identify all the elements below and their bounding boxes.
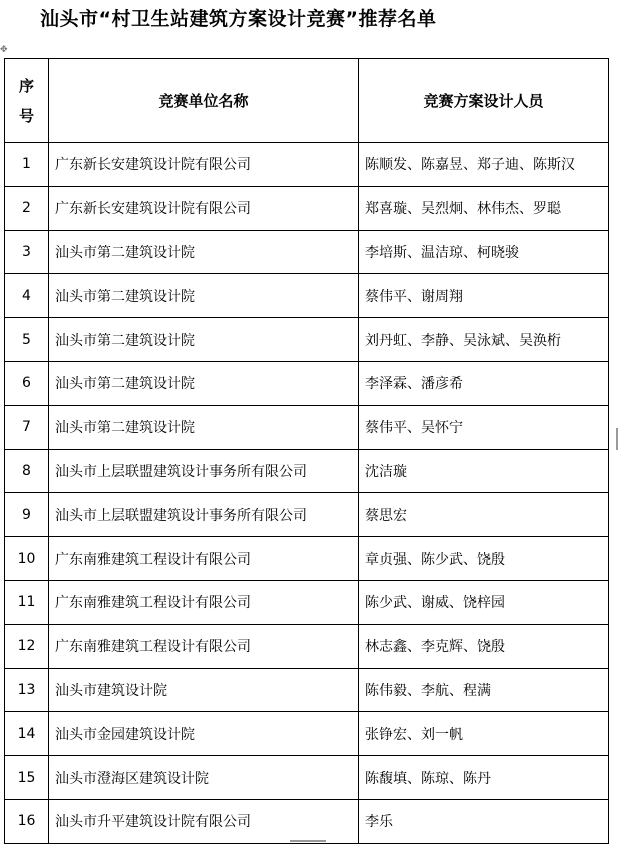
row-people: 章贞强、陈少武、饶殷 (359, 537, 609, 581)
row-unit: 汕头市第二建筑设计院 (49, 405, 359, 449)
row-number: 13 (5, 668, 49, 712)
row-number: 16 (5, 799, 49, 843)
row-unit: 广东南雅建筑工程设计有限公司 (49, 580, 359, 624)
row-number: 5 (5, 318, 49, 362)
recommendation-table (4, 58, 609, 844)
row-number: 3 (5, 230, 49, 274)
row-number: 4 (5, 274, 49, 318)
table-row (5, 186, 609, 230)
table-row (5, 493, 609, 537)
row-people: 李乐 (359, 799, 609, 843)
table-row (5, 668, 609, 712)
row-people: 蔡伟平、谢周翔 (359, 274, 609, 318)
row-unit: 汕头市建筑设计院 (49, 668, 359, 712)
row-people: 陈馥填、陈琼、陈丹 (359, 756, 609, 800)
table-row (5, 449, 609, 493)
row-number: 10 (5, 537, 49, 581)
table-row (5, 405, 609, 449)
row-number: 15 (5, 756, 49, 800)
row-number: 8 (5, 449, 49, 493)
row-unit: 广东新长安建筑设计院有限公司 (49, 143, 359, 187)
row-unit: 汕头市澄海区建筑设计院 (49, 756, 359, 800)
row-people: 陈少武、谢威、饶梓园 (359, 580, 609, 624)
row-number: 9 (5, 493, 49, 537)
row-people: 林志鑫、李克辉、饶殷 (359, 624, 609, 668)
header-people: 竞赛方案设计人员 (359, 59, 609, 143)
row-people: 张铮宏、刘一帆 (359, 712, 609, 756)
table-row (5, 143, 609, 187)
table-row (5, 799, 609, 843)
row-people: 李泽霖、潘彦希 (359, 361, 609, 405)
row-unit: 广东南雅建筑工程设计有限公司 (49, 624, 359, 668)
row-unit: 汕头市第二建筑设计院 (49, 318, 359, 362)
header-number: 序号 (5, 59, 49, 143)
row-people: 陈顺发、陈嘉昱、郑子迪、陈斯汉 (359, 143, 609, 187)
table-header-row (5, 59, 609, 143)
row-number: 14 (5, 712, 49, 756)
table-body (5, 143, 609, 844)
table-row (5, 537, 609, 581)
row-number: 12 (5, 624, 49, 668)
row-number: 7 (5, 405, 49, 449)
row-people: 沈洁璇 (359, 449, 609, 493)
row-people: 蔡伟平、吴怀宁 (359, 405, 609, 449)
row-number: 2 (5, 186, 49, 230)
page-title: 汕头市“村卫生站建筑方案设计竞赛”推荐名单 (40, 8, 437, 30)
row-unit: 汕头市第二建筑设计院 (49, 274, 359, 318)
table-row (5, 274, 609, 318)
table-row (5, 712, 609, 756)
table-row (5, 361, 609, 405)
row-unit: 广东南雅建筑工程设计有限公司 (49, 537, 359, 581)
table-row (5, 624, 609, 668)
move-handle-icon[interactable]: ✥ (0, 45, 8, 55)
row-unit: 汕头市上层联盟建筑设计事务所有限公司 (49, 449, 359, 493)
table-row (5, 230, 609, 274)
row-unit: 汕头市金园建筑设计院 (49, 712, 359, 756)
row-people: 蔡思宏 (359, 493, 609, 537)
row-number: 6 (5, 361, 49, 405)
row-number: 11 (5, 580, 49, 624)
row-people: 刘丹虹、李静、吴泳斌、吴涣桁 (359, 318, 609, 362)
row-unit: 广东新长安建筑设计院有限公司 (49, 186, 359, 230)
row-unit: 汕头市第二建筑设计院 (49, 361, 359, 405)
scroll-handle[interactable] (616, 428, 618, 450)
header-unit: 竞赛单位名称 (49, 59, 359, 143)
row-unit: 汕头市升平建筑设计院有限公司 (49, 799, 359, 843)
resize-handle[interactable] (290, 840, 326, 842)
row-people: 陈伟毅、李航、程满 (359, 668, 609, 712)
row-people: 李培斯、温洁琼、柯晓骏 (359, 230, 609, 274)
row-number: 1 (5, 143, 49, 187)
table-row (5, 756, 609, 800)
row-unit: 汕头市上层联盟建筑设计事务所有限公司 (49, 493, 359, 537)
table-row (5, 318, 609, 362)
row-people: 郑喜璇、吴烈炯、林伟杰、罗聪 (359, 186, 609, 230)
row-unit: 汕头市第二建筑设计院 (49, 230, 359, 274)
table-row (5, 580, 609, 624)
